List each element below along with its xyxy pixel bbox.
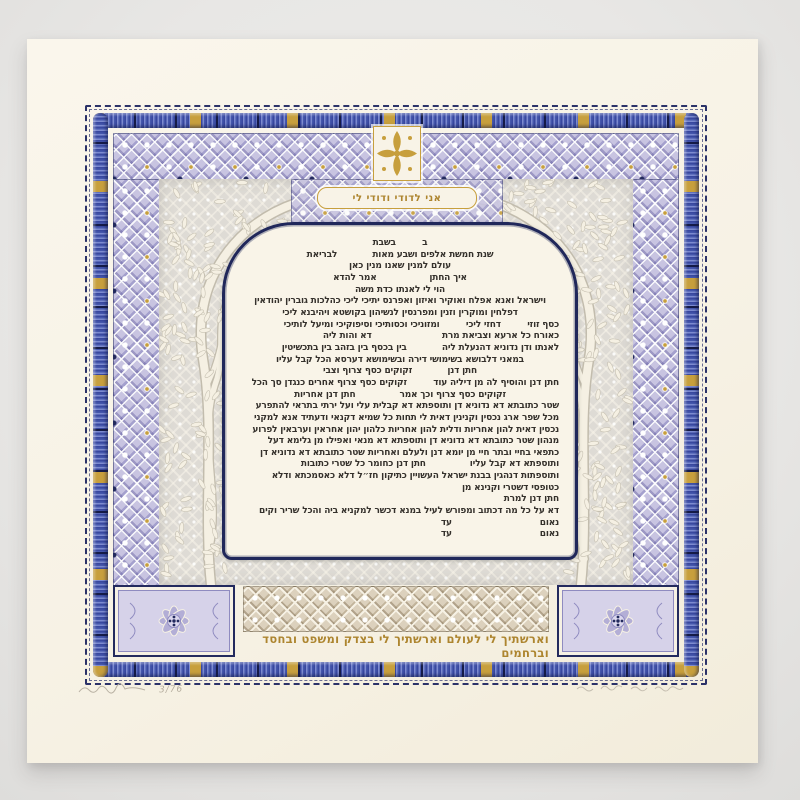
contract-line: עולם למנין שאנו מנין כאן [349,261,451,272]
ketubah-papercut-print [27,39,758,763]
ketubah-text-lines [241,238,559,541]
contract-line: נכסין דאית להון אחריות ודלית להון אחריות כלהון יהון אחראין וערבאין לפרוע [252,424,559,435]
ketubah-text-panel [222,222,578,560]
contract-line: ב בשבת [372,238,428,248]
betrothal-verse-row [243,632,549,660]
contract-line: וישראל ואנא אפלח ואוקיר ואיזון ואפרנס יתיכי ליכי כהלכות גוברין יהודאין [254,296,546,307]
contract-line: מנהון שטר כתובתא דא נדוניא דן ותוספתא דא מנאי ואפילו מן גלימא דעל [267,436,559,447]
contract-line: ותוספתות דנהגין בבנת ישראל העשויין כתיקון חז״ל דלא כאסמכתא ודלא [271,471,559,482]
contract-line: כסף זוזי דחזי ליכי ומזוניכי וכסותיכי וסיפוקיכי ומיעל לותיכי [283,319,559,330]
pencil-inscription-squiggle [575,683,693,693]
contract-line: איך החתן אמר להדא [333,272,467,283]
contract-line: מכל שפר ארג נכסין וקנינין דאית לי תחות כל שמיא דקנאי ודעתיד אנא למקני [254,412,559,423]
contract-line: במאני דלבושא בשימושי דירה ובשימושא דערסא הכל קבל עליו [276,354,524,365]
pencil-inscription-area [575,683,693,693]
rosette-medallion-left [113,585,235,657]
bottom-ornament-zone [113,585,679,661]
contract-line: ותוספתא דא קבל עליו חתן דנן כחומר כל שטרי כתובות [300,459,559,470]
bead-border-right [684,113,699,677]
contract-line: חתן דנן זקוקים כסף צרוף וצבי [323,366,477,377]
artist-signature-area [77,683,183,695]
rosette-flower-icon [566,593,670,649]
arch-verse-text: אני לדודי ודודי לי [352,192,442,204]
contract-line: כטופסי דשטרי וקנינא מן [462,482,559,493]
contract-line: שנת חמשת אלפים ושבע מאות לבריאת [306,249,494,260]
bead-border-bottom [93,662,699,677]
contract-line: לאנתו ודן נדוניא דהנעלת ליה בין בכסף בין בזהב בין בתכשיטין [281,342,559,353]
bottom-center-column [235,585,557,661]
contract-line: הוי לי לאנתו כדת משה [355,284,445,295]
contract-line: דא על כל מה דכתוב ומפורש לעיל במנא דכשר למקניא ביה והכל שריר וקים [259,506,559,517]
gold-foliate-icon [374,127,420,180]
bead-border-left [93,113,108,677]
lattice-band-bottom [243,586,549,632]
contract-line: נאום עד [440,529,559,540]
contract-line: כאורח כל ארעא וצביאת מרת דא והות ליה [322,331,559,342]
contract-line: שטר כתובתא דא נדוניא דן ותוספתא דא קבלית עלי ועל ירתי בתראי להתפרע [255,401,559,412]
gold-crest-ornament [373,126,421,181]
betrothal-verse-text: וארשתיך לי לעולם וארשתיך לי בצדק ומשפט ובחסד וברחמים [262,632,549,660]
inner-field [159,179,633,585]
rosette-flower-icon [122,593,226,649]
contract-line: חתן דנן והוסיף לה מן דיליה עוד זקוקים כסף צרוף אחרים כנגדן סך הכל [251,377,559,388]
pencil-signature-squiggle [77,683,149,695]
edition-number: 3/76 [158,684,184,696]
contract-line: זקוקים כסף צרוף וכך אמר חתן דנן אחריות [294,389,506,400]
lattice-band-left [113,179,161,587]
contract-line: חתן דנן למרת [503,494,559,505]
contract-line: דפלחין ומוקרין וזנין ומפרנסין לנשיהון בקושטא ויהיבנא ליכי [282,307,518,318]
contract-line: כתפאי בחיי ובתר חיי מן יומא דנן ולעלם ואחריות שטר כתובתא דא נדוניא דן [260,447,559,458]
rosette-medallion-right [557,585,679,657]
decorative-frame [85,105,707,685]
lattice-band-right [631,179,679,587]
contract-line: נאום עד [440,517,559,528]
arch-verse-plaque [317,187,477,209]
